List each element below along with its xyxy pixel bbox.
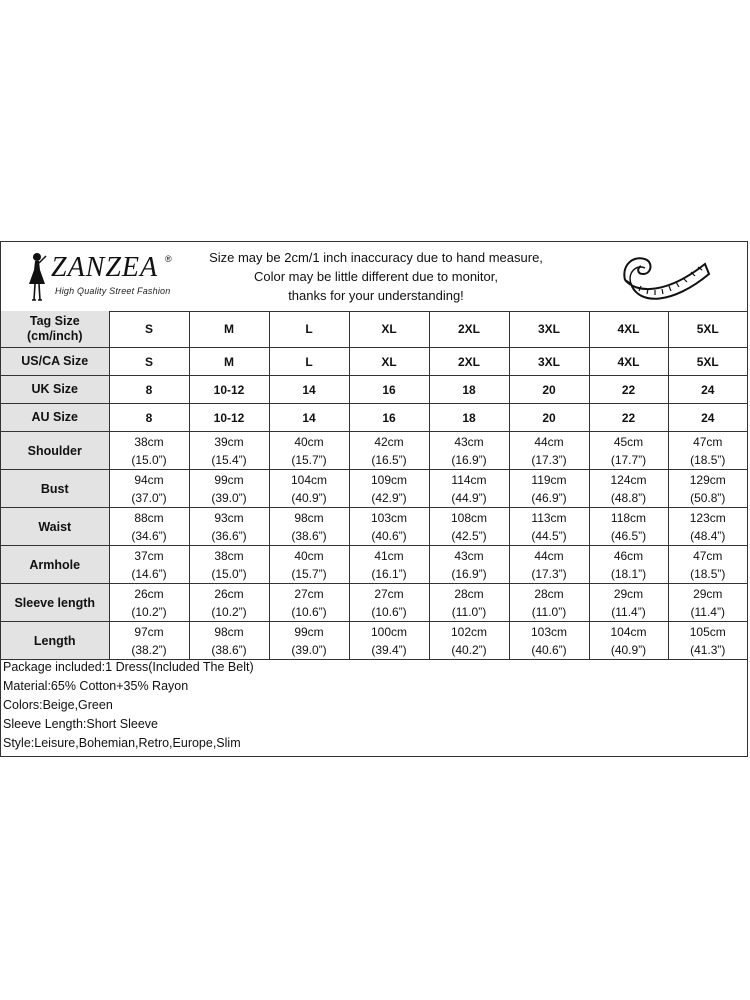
table-row [1,470,747,508]
product-details [3,658,254,753]
measurement-label: Sleeve length [1,584,109,622]
inch-value: (15.0”) [131,452,167,467]
inch-value: (18.5”) [690,452,726,467]
size-cell: 16 [349,376,429,404]
size-cell: 3XL [509,311,589,348]
row-label [1,311,109,348]
inch-value: (38.6”) [291,528,327,543]
size-cell: 14 [269,404,349,432]
inch-value: (42.9”) [371,490,407,505]
measurement-cell [509,622,589,660]
cm-value: 46cm [613,548,644,563]
measurement-cell [349,546,429,584]
cm-value: 28cm [454,586,484,601]
measurement-cell [509,470,589,508]
inch-value: (46.9”) [531,490,567,505]
cm-value: 38cm [214,548,244,563]
measurement-cell [429,546,509,584]
measurement-label: Armhole [1,546,109,584]
cm-value: 108cm [450,510,488,525]
inch-value: (36.6”) [211,528,247,543]
measurement-label: Bust [1,470,109,508]
cm-value: 41cm [374,548,404,563]
inch-value: (37.0”) [131,490,167,505]
size-cell: S [109,348,189,376]
cm-value: 27cm [294,586,324,601]
cm-value: 104cm [610,624,647,639]
inch-value: (18.1”) [610,566,647,581]
cm-value: 104cm [290,472,328,487]
cm-value: 42cm [374,434,404,449]
cm-value: 97cm [134,624,164,639]
inch-value: (39.4”) [371,642,407,657]
cm-value: 114cm [451,472,487,487]
cm-value: 102cm [450,624,488,639]
table-row [1,584,747,622]
measurement-cell [429,508,509,546]
package-info: Package included:1 Dress(Included The Belt) [3,660,254,674]
measurement-cell [429,470,509,508]
cm-value: 44cm [534,434,564,449]
measurement-cell [429,584,509,622]
size-cell: 8 [109,376,189,404]
size-cell: XL [349,348,429,376]
table-row [1,432,747,470]
cm-value: 27cm [374,586,404,601]
inch-value: (40.6”) [371,528,407,543]
cm-value: 109cm [370,472,408,487]
measurement-cell [109,432,189,470]
size-cell: L [269,348,349,376]
size-cell: 18 [429,376,509,404]
inch-value: (44.5”) [531,528,567,543]
cm-value: 40cm [294,434,324,449]
measurement-cell [589,584,668,622]
inch-value: (16.9”) [451,566,487,581]
brand-name: ZANZEA [51,252,159,283]
inch-value: (38.2”) [131,642,167,657]
material-info: Material:65% Cotton+35% Rayon [3,679,189,693]
cm-value: 39cm [214,434,244,449]
cm-value: 26cm [214,586,244,601]
cm-value: 38cm [134,434,164,449]
measurement-cell [189,432,269,470]
measurement-cell [189,508,269,546]
measurement-cell [269,432,349,470]
inch-value: (50.8”) [690,490,726,505]
cm-value: 44cm [534,548,564,563]
cm-value: 98cm [294,510,324,525]
row-label-line: Tag Size [29,314,80,328]
inch-value: (48.8”) [610,490,647,505]
inch-value: (16.9”) [451,452,487,467]
cm-value: 29cm [613,586,644,601]
measurement-cell [589,546,668,584]
cm-value: 119cm [531,472,567,487]
measurement-cell [509,546,589,584]
measurement-cell [269,470,349,508]
cm-value: 26cm [134,586,164,601]
measurement-cell [509,584,589,622]
inch-value: (44.9”) [451,490,487,505]
size-cell: XL [349,311,429,348]
measurement-cell [109,584,189,622]
measurement-cell [109,508,189,546]
inch-value: (40.6”) [531,642,567,657]
table-row [1,348,747,376]
inch-value: (41.3”) [690,642,726,657]
measurement-cell [349,508,429,546]
measurement-cell [189,470,269,508]
cm-value: 93cm [214,510,244,525]
cm-value: 37cm [134,548,164,563]
inch-value: (15.4”) [211,452,247,467]
measuring-tape-icon [617,244,713,308]
inch-value: (16.1”) [371,566,407,581]
measurement-cell [668,546,747,584]
cm-value: 105cm [689,624,726,639]
inch-value: (15.7”) [291,566,327,581]
inch-value: (11.4”) [611,604,646,619]
notice-line: Color may be little different due to monitor, [254,269,498,284]
chart-header [1,242,747,312]
size-cell: 5XL [668,348,747,376]
inch-value: (34.6”) [131,528,167,543]
cm-value: 129cm [689,472,726,487]
cm-value: 40cm [294,548,324,563]
cm-value: 123cm [689,510,726,525]
measurement-cell [349,622,429,660]
inch-value: (15.7”) [291,452,327,467]
size-cell: M [189,311,269,348]
table-row [1,508,747,546]
inch-value: (10.2”) [131,604,167,619]
measurement-cell [109,546,189,584]
cm-value: 94cm [134,472,164,487]
cm-value: 28cm [534,586,564,601]
cm-value: 88cm [134,510,164,525]
lady-silhouette-icon [25,250,49,304]
cm-value: 99cm [294,624,324,639]
cm-value: 113cm [531,510,567,525]
inch-value: (46.5”) [610,528,647,543]
inch-value: (39.0”) [291,642,327,657]
brand-tagline: High Quality Street Fashion [55,286,171,296]
inch-value: (40.9”) [291,490,327,505]
cm-value: 103cm [370,510,408,525]
measurement-cell [589,508,668,546]
measurement-cell [668,470,747,508]
size-cell: 18 [429,404,509,432]
inch-value: (15.0”) [211,566,247,581]
measurement-cell [589,622,668,660]
measurement-cell [509,508,589,546]
registered-mark: ® [165,254,172,264]
cm-value: 100cm [370,624,408,639]
size-cell: 4XL [589,311,668,348]
measurement-cell [349,470,429,508]
notice-line: thanks for your understanding! [288,288,464,303]
inch-value: (11.0”) [531,604,567,619]
measurement-cell [269,546,349,584]
size-cell: 20 [509,376,589,404]
inch-value: (42.5”) [451,528,487,543]
inch-value: (17.3”) [531,452,567,467]
cm-value: 29cm [693,586,723,601]
inch-value: (11.4”) [690,604,725,619]
measurement-cell [429,432,509,470]
size-cell: 16 [349,404,429,432]
measurement-cell [189,622,269,660]
measurement-cell [349,432,429,470]
size-cell: 14 [269,376,349,404]
size-chart [0,241,748,757]
size-cell: L [269,311,349,348]
inch-value: (16.5”) [371,452,407,467]
sleeve-info: Sleeve Length:Short Sleeve [3,717,158,731]
size-cell: 24 [668,404,747,432]
measurement-cell [269,508,349,546]
inch-value: (40.9”) [610,642,647,657]
cm-value: 103cm [530,624,568,639]
size-cell: 3XL [509,348,589,376]
cm-value: 98cm [214,624,244,639]
brand-logo [25,250,185,304]
measurement-cell [189,584,269,622]
measurement-cell [109,470,189,508]
cm-value: 47cm [693,548,723,563]
inch-value: (10.6”) [371,604,407,619]
inch-value: (17.7”) [610,452,647,467]
measurement-cell [668,508,747,546]
cm-value: 43cm [454,548,484,563]
size-cell: M [189,348,269,376]
measurement-cell [589,470,668,508]
inch-value: (38.6”) [211,642,247,657]
cm-value: 124cm [610,472,647,487]
cm-value: 47cm [693,434,723,449]
size-cell: 22 [589,376,668,404]
colors-info: Colors:Beige,Green [3,698,113,712]
inch-value: (10.6”) [291,604,327,619]
cm-value: 43cm [454,434,484,449]
inch-value: (11.0”) [451,604,487,619]
inch-value: (48.4”) [690,528,726,543]
row-label-line: (cm/inch) [26,329,83,343]
cm-value: 99cm [214,472,244,487]
measurement-notice [191,248,561,305]
measurement-cell [429,622,509,660]
style-info: Style:Leisure,Bohemian,Retro,Europe,Slim [3,736,241,750]
measurement-cell [668,622,747,660]
measurement-label: Waist [1,508,109,546]
table-row [1,622,747,660]
measurement-cell [109,622,189,660]
table-row [1,404,747,432]
measurement-cell [668,432,747,470]
table-row [1,311,747,348]
table-row [1,376,747,404]
size-cell: 20 [509,404,589,432]
size-cell: 24 [668,376,747,404]
cm-value: 118cm [610,510,647,525]
notice-line: Size may be 2cm/1 inch inaccuracy due to hand measure, [209,250,543,265]
cm-value: 45cm [613,434,644,449]
size-cell: 4XL [589,348,668,376]
inch-value: (39.0”) [211,490,247,505]
measurement-cell [589,432,668,470]
measurement-cell [189,546,269,584]
inch-value: (14.6”) [131,566,167,581]
inch-value: (17.3”) [531,566,567,581]
measurement-label: Length [1,622,109,660]
row-label: AU Size [1,404,109,432]
size-cell: 2XL [429,348,509,376]
inch-value: (10.2”) [211,604,247,619]
table-row [1,546,747,584]
measurement-cell [349,584,429,622]
row-label: UK Size [1,376,109,404]
inch-value: (18.5”) [690,566,726,581]
size-table [1,311,747,660]
measurement-label: Shoulder [1,432,109,470]
row-label: US/CA Size [1,348,109,376]
size-cell: 8 [109,404,189,432]
size-cell: 10-12 [189,404,269,432]
size-cell: S [109,311,189,348]
measurement-cell [269,622,349,660]
size-cell: 22 [589,404,668,432]
size-cell: 2XL [429,311,509,348]
measurement-cell [668,584,747,622]
measurement-cell [269,584,349,622]
measurement-cell [509,432,589,470]
inch-value: (40.2”) [451,642,487,657]
size-cell: 5XL [668,311,747,348]
size-cell: 10-12 [189,376,269,404]
